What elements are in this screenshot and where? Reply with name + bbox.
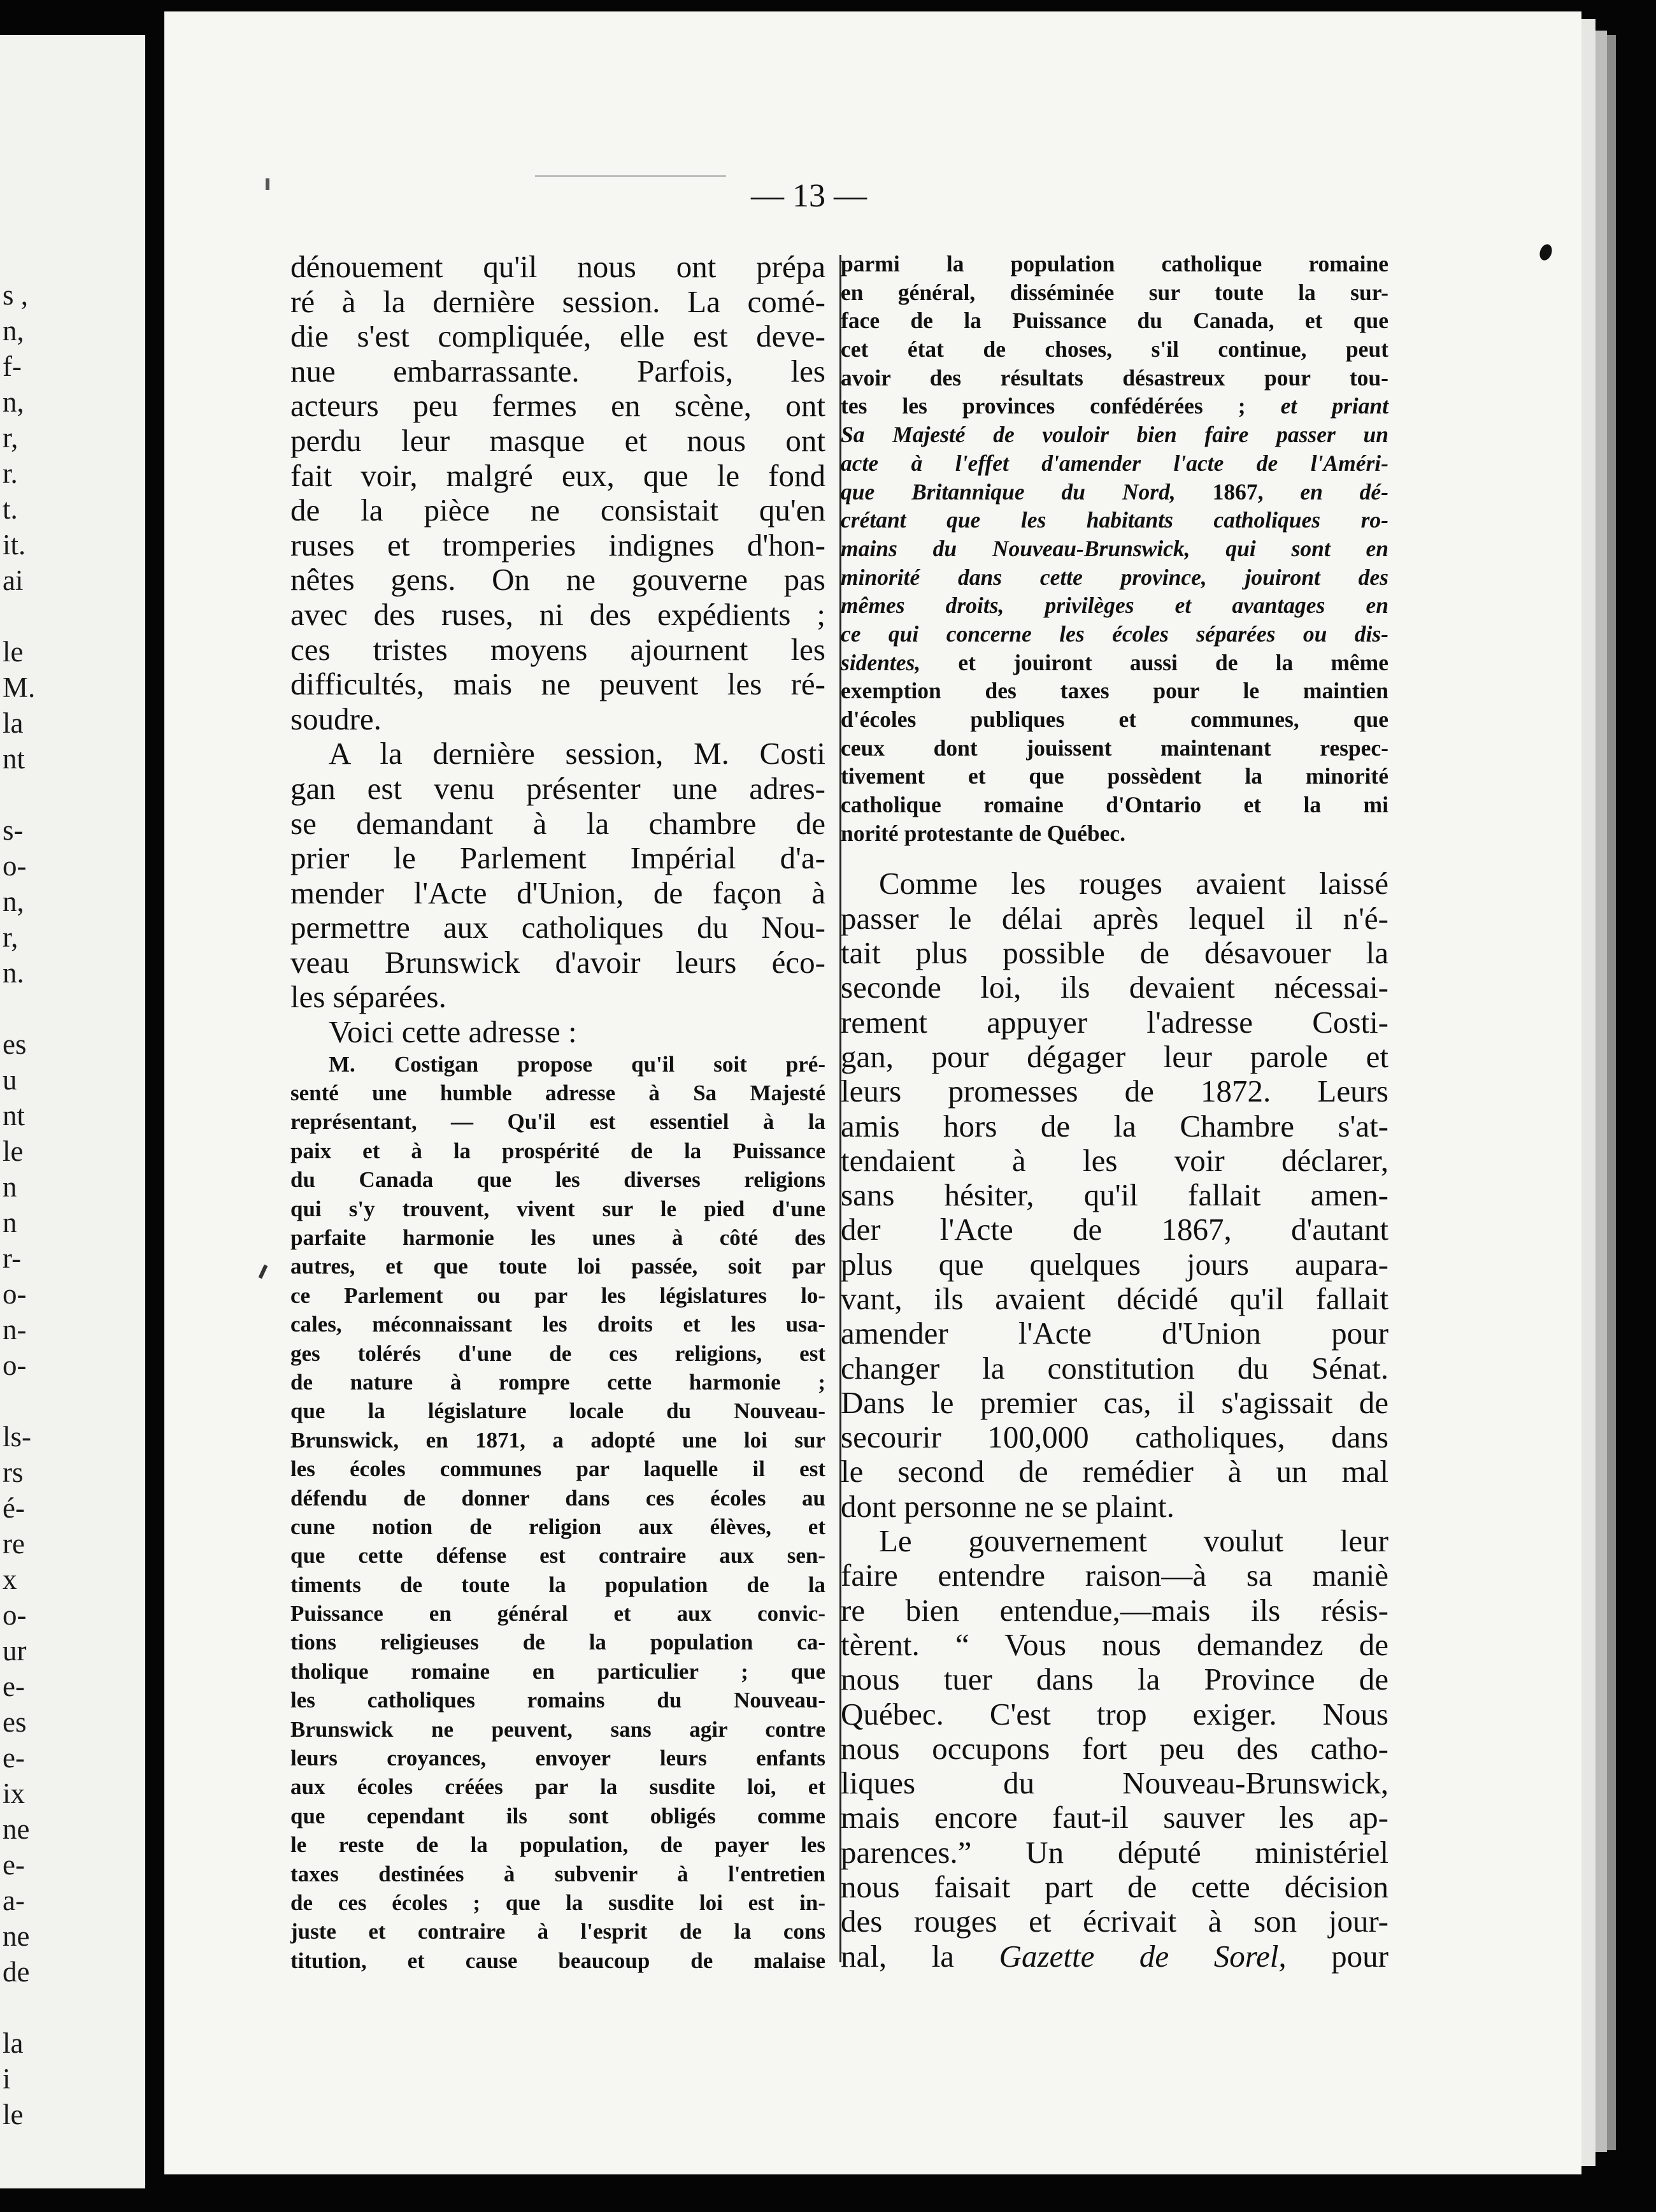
margin-fragment: é- [3,1492,25,1524]
text-line: tendaient à les voir déclarer, [841,1142,1388,1178]
margin-fragment: le [3,1135,24,1167]
text-line: prier le Parlement Impérial d'a- [290,840,825,876]
text-line: mais encore faut-il sauver les ap- [841,1800,1388,1835]
text-line: les écoles communes par laquelle il est [290,1456,825,1482]
margin-fragment [3,777,143,812]
paragraph-rouges [841,866,1388,1524]
text-line: gan, pour dégager leur parole et [841,1038,1388,1074]
margin-fragment: o- [3,1349,27,1381]
margin-fragment: r, [3,921,18,953]
paragraph-voici [290,1015,825,1050]
margin-fragment: n, [3,386,24,418]
text-line: Brunswick, en 1871, a adopté une loi sur [290,1427,825,1453]
text-line: mêmes droits, privilèges et avantages en [841,592,1388,619]
page-edge [1581,19,1595,2166]
text-line: vant, ils avaient décidé qu'il fallait [841,1281,1388,1316]
margin-fragment: a- [3,1885,25,1916]
margin-fragment: ai [3,564,24,596]
margin-fragment: re [3,1528,25,1560]
text-line: acteurs peu fermes en scène, ont [290,388,825,424]
margin-fragment: ne [3,1920,30,1952]
page-number: — 13 — [751,178,867,214]
text-line: norité protestante de Québec. [841,820,1125,846]
margin-fragment: n [3,1207,17,1239]
margin-fragment: i [3,2063,11,2095]
text-line: cet état de choses, s'il continue, peut [841,336,1388,363]
margin-fragment: e- [3,1742,25,1774]
text-line: ruses et tromperies indignes d'hon- [290,527,825,563]
text-line: parences.” Un député ministériel [841,1834,1388,1870]
text-line: face de la Puissance du Canada, et que [841,308,1388,334]
margin-fragment: es [3,1706,27,1738]
text-line: rement appuyer l'adresse Costi- [841,1004,1388,1040]
margin-fragment: x [3,1563,17,1595]
text-line: ce qui concerne les écoles séparées ou dis- [841,621,1388,647]
text-line: tholique romaine en particulier ; que [290,1658,825,1684]
text-line: d'écoles publiques et communes, que [841,707,1388,732]
text-line: ré à la dernière session. La comé- [290,284,825,319]
text-line: nous tuer dans la Province de [841,1662,1388,1697]
text-line: catholique romaine d'Ontario et la mi [841,792,1388,818]
text-line: titution, et cause beaucoup de malaise [290,1948,825,1973]
text-line: nue embarrassante. Parfois, les [290,353,825,389]
text-line: difficultés, mais ne peuvent les ré- [290,666,825,702]
text-line: amender l'Acte d'Union pour [841,1316,1388,1351]
text-line: nal, la Gazette de Sorel, pour [841,1938,1388,1974]
text-line: Québec. C'est trop exiger. Nous [841,1696,1388,1732]
text-line: der l'Acte de 1867, d'autant [841,1212,1388,1247]
address-quote-continued [841,250,1388,847]
margin-fragment: n. [3,957,24,989]
margin-fragment: M. [3,672,36,703]
text-line: cune notion de religion aux élèves, et [290,1514,825,1539]
margin-fragment: e- [3,1849,25,1881]
text-line: du Canada que les diverses religions [290,1167,825,1193]
margin-fragment: o- [3,1278,27,1310]
text-line: de ces écoles ; que la susdite loi est in- [290,1890,825,1915]
margin-fragment: r. [3,457,18,489]
text-line: acte à l'effet d'amender l'acte de l'Améri- [841,450,1388,476]
margin-fragment: r, [3,422,18,454]
text-line: cales, méconnaissant les droits et les usa- [290,1312,825,1337]
margin-fragment: le [3,636,24,668]
text-line: tions religieuses de la population ca- [290,1630,825,1655]
text-line: que la législature locale du Nouveau- [290,1398,825,1424]
margin-fragment: ne [3,1813,30,1845]
text-line: ges tolérés d'une de ces religions, est [290,1340,825,1366]
text-line: parfaite harmonie les unes à côté des [290,1225,825,1250]
paragraph-costigan [290,736,825,1015]
margin-fragment: es [3,1028,27,1060]
text-line: juste et contraire à l'esprit de la cons [290,1919,825,1944]
margin-fragment: ur [3,1635,27,1667]
text-line: taxes destinées à subvenir à l'entretien [290,1861,825,1886]
text-line: senté une humble adresse à Sa Majesté [290,1081,825,1106]
text-line: re bien entendue,—mais ils résis- [841,1592,1388,1628]
text-line: de nature à rompre cette harmonie ; [290,1369,825,1395]
text-line: que cette défense est contraire aux sen- [290,1543,825,1569]
text-line: Sa Majesté de vouloir bien faire passer un [841,422,1388,448]
text-line: tait plus possible de désavouer la [841,935,1388,971]
text-line: dont personne ne se plaint. [841,1488,1174,1524]
text-line: Voici cette adresse : [329,1014,577,1050]
facing-page-fragments [3,277,143,2132]
margin-fragment: f- [3,350,22,382]
margin-fragment [3,1383,143,1419]
text-line: sans hésiter, qu'il fallait amen- [841,1177,1388,1213]
text-line: qui s'y trouvent, vivent sur le pied d'une [290,1196,825,1221]
text-line: gan est venu présenter une adres- [290,770,825,806]
text-line: M. Costigan propose qu'il soit pré- [329,1051,825,1077]
left-column [290,250,825,1975]
text-line: changer la constitution du Sénat. [841,1350,1388,1386]
text-line: plus que quelques jours aupara- [841,1246,1388,1282]
address-quote [290,1050,825,1976]
text-line: le reste de la population, de payer les [290,1832,825,1858]
paragraph-intro [290,250,825,736]
text-line: seconde loi, ils devaient nécessai- [841,970,1388,1005]
paragraph-gouvernement [841,1524,1388,1974]
margin-fragment: n, [3,886,24,917]
margin-fragment: u [3,1064,17,1096]
text-line: aux écoles créées par la susdite loi, et [290,1774,825,1800]
margin-fragment: n [3,1171,17,1203]
text-line: A la dernière session, M. Costi [329,736,825,772]
text-line: en général, disséminée sur toute la sur- [841,279,1388,305]
text-line: Dans le premier cas, il s'agissait de [841,1384,1388,1420]
margin-fragment: nt [3,743,25,775]
text-line: die s'est compliquée, elle est deve- [290,319,825,354]
text-line: de la pièce ne consistait qu'en [290,492,825,528]
text-line: perdu leur masque et nous ont [290,422,825,458]
margin-fragment: r- [3,1242,22,1274]
margin-fragment: rs [3,1456,24,1488]
text-line: paix et à la prospérité de la Puissance [290,1138,825,1163]
margin-fragment: n, [3,315,24,347]
text-line: se demandant à la chambre de [290,805,825,841]
margin-fragment: de [3,1956,30,1988]
text-line: amis hors de la Chambre s'at- [841,1108,1388,1144]
margin-fragment: le [3,2099,24,2130]
margin-fragment: o- [3,1599,27,1631]
text-line: soudre. [290,701,382,736]
margin-fragment: ls- [3,1421,31,1453]
text-line: avoir des résultats désastreux pour tou- [841,364,1388,391]
margin-fragment [3,598,143,634]
text-line: liques du Nouveau-Brunswick, [841,1765,1388,1801]
text-line: timents de toute la population de la [290,1572,825,1597]
text-line: Brunswick ne peuvent, sans agir contre [290,1716,825,1742]
margin-fragment: ix [3,1778,25,1809]
margin-fragment [3,991,143,1026]
right-column [841,250,1388,1974]
text-line: tes les provinces confédérées ; et priant [841,393,1389,419]
text-line: mains du Nouveau-Brunswick, qui sont en [841,535,1388,561]
facing-page-edge [0,35,145,2188]
margin-fragment: o- [3,850,27,882]
margin-fragment: la [3,2027,24,2059]
margin-fragment: s- [3,814,24,846]
text-line: que Britannique du Nord, 1867, en dé- [841,478,1388,505]
text-line: Comme les rouges avaient laissé [879,866,1388,901]
text-line: permettre aux catholiques du Nou- [290,910,825,945]
text-line: sidentes, et jouiront aussi de la même [841,649,1388,675]
text-line: nous faisait part de cette décision [841,1869,1388,1905]
text-line: dénouement qu'il nous ont prépa [290,249,825,284]
page-edge [1595,31,1607,2152]
text-line: autres, et que toute loi passée, soit par [290,1254,825,1279]
text-line: ces tristes moyens ajournent les [290,631,825,667]
text-line: crétant que les habitants catholiques ro- [841,507,1388,533]
margin-fragment: n- [3,1314,27,1346]
margin-fragment: nt [3,1100,25,1131]
text-line: les séparées. [290,979,446,1015]
text-line: leurs promesses de 1872. Leurs [841,1074,1388,1109]
margin-fragment: la [3,707,24,739]
text-line: mender l'Acte d'Union, de façon à [290,875,825,910]
ink-mark [266,178,269,190]
margin-fragment: t. [3,493,18,525]
text-line: que cependant ils sont obligés comme [290,1803,825,1828]
text-line: représentant, — Qu'il est essentiel à la [290,1109,825,1135]
margin-fragment: s , [3,279,29,311]
page-edge [1607,35,1616,2150]
text-line: défendu de donner dans ces écoles au [290,1485,825,1511]
text-line: tèrent. “ Vous nous demandez de [841,1627,1388,1662]
text-line: nêtes gens. On ne gouverne pas [290,562,825,598]
text-line: le second de remédier à un mal [841,1454,1388,1490]
text-line: avec des ruses, ni des expédients ; [290,596,825,632]
text-line: parmi la population catholique romaine [841,251,1388,276]
text-line: Puissance en général et aux convic- [290,1601,825,1627]
margin-fragment: e- [3,1670,25,1702]
text-line: fait voir, malgré eux, que le fond [290,457,825,493]
text-line: les catholiques romains du Nouveau- [290,1688,825,1713]
text-line: nous occupons fort peu des catho- [841,1730,1388,1766]
text-line: ceux dont jouissent maintenant respec- [841,735,1388,761]
text-line: tivement et que possèdent la minorité [841,763,1388,789]
text-line: ce Parlement ou par les législatures lo- [290,1282,825,1308]
text-line: exemption des taxes pour le maintien [841,678,1388,704]
margin-fragment [3,1990,143,2025]
text-line: faire entendre raison—à sa maniè [841,1558,1388,1593]
margin-fragment: it. [3,529,26,561]
text-line: veau Brunswick d'avoir leurs éco- [290,944,825,980]
text-line: des rouges et écrivait à son jour- [841,1904,1388,1939]
text-line: Le gouvernement voulut leur [879,1523,1388,1559]
text-line: leurs croyances, envoyer leurs enfants [290,1746,825,1771]
text-line: secourir 100,000 catholiques, dans [841,1419,1388,1455]
text-line: passer le délai après lequel il n'é- [841,900,1388,936]
header-rule [535,175,726,177]
text-line: minorité dans cette province, jouiront des [841,564,1388,590]
